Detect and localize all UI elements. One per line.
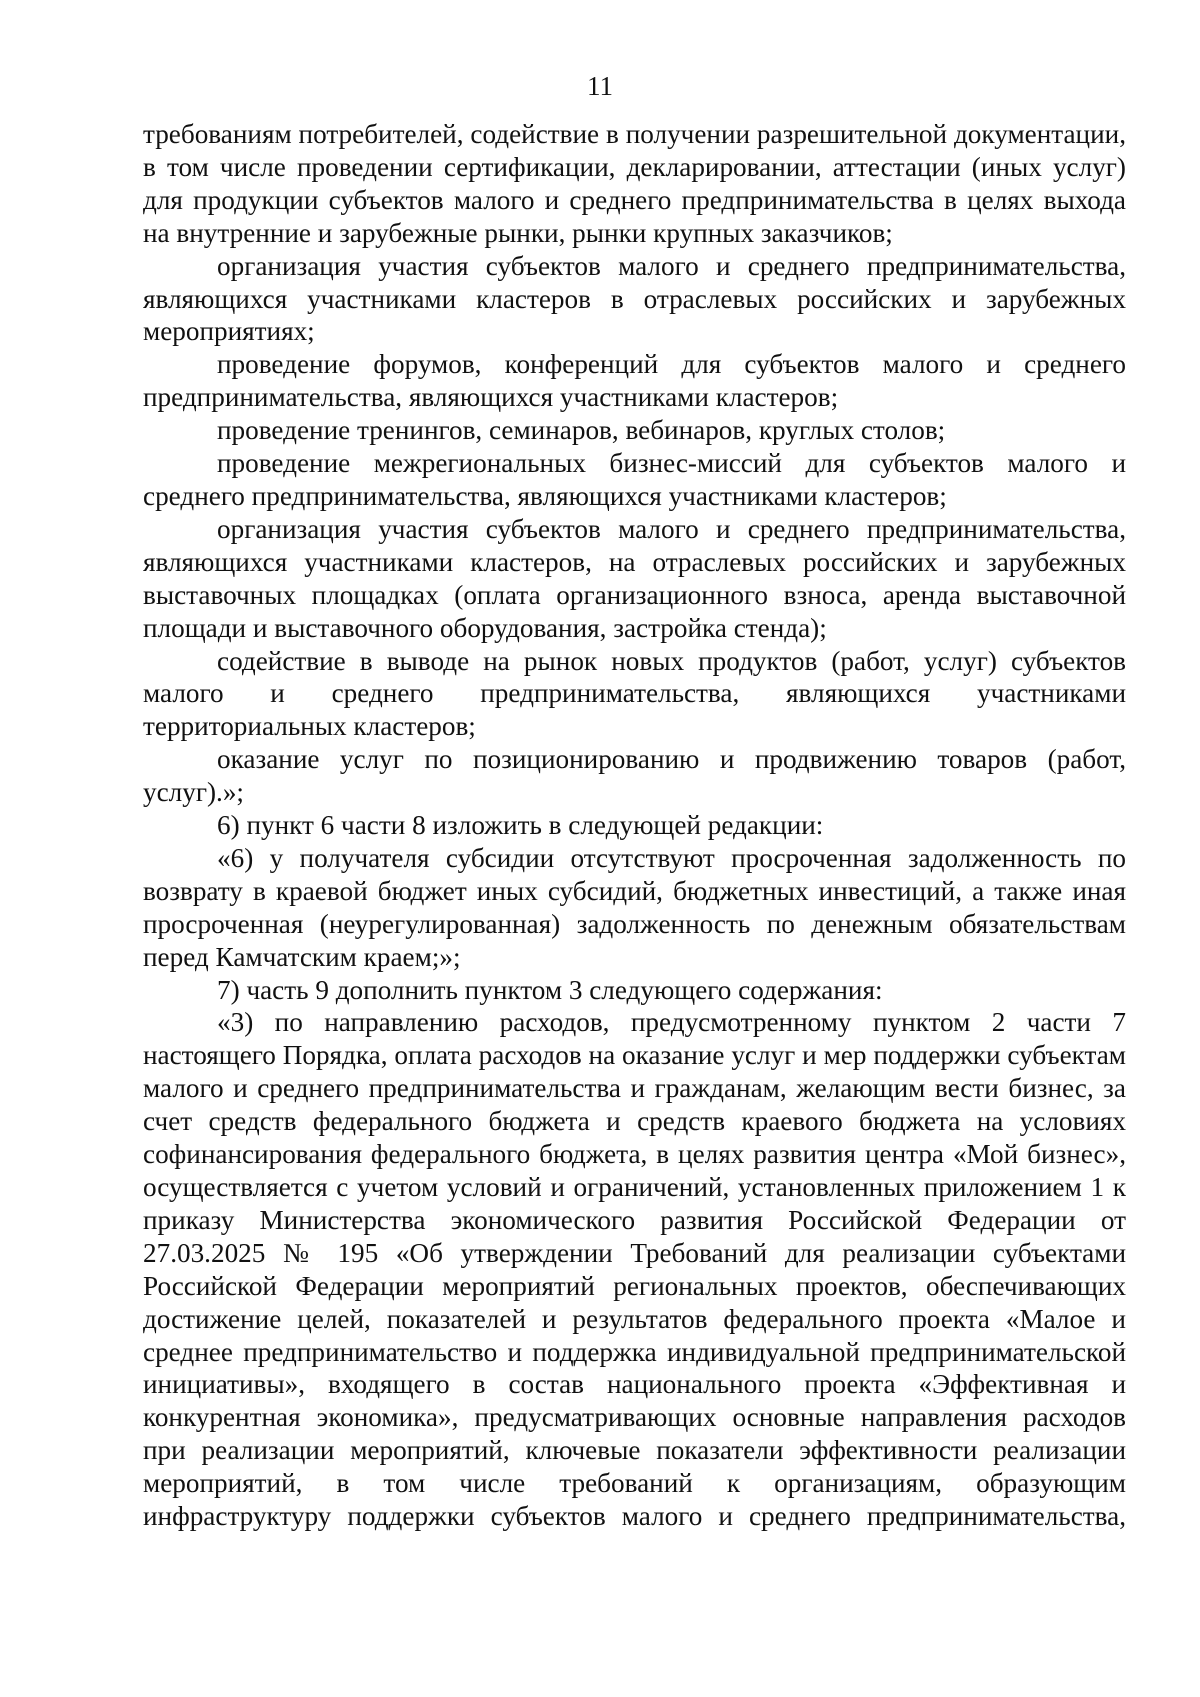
page-number: 11 bbox=[587, 71, 613, 101]
paragraph-9: 6) пункт 6 части 8 изложить в следующей редакции: bbox=[217, 810, 824, 841]
paragraph-4: проведение тренингов, семинаров, вебинаров, круглых столов; bbox=[217, 415, 946, 446]
paragraph-12: «3) по направлению расходов, предусмотренному пунктом 2 части 7 настоящего Порядка, оплата расходов на оказание услуг и мер поддержки субъектам малого и среднего предпринимательства и гражданам, желающим вести бизнес, за счет средств федерального бюджета и средств краевого бюджета на условиях софинансирования федерального бюджета, в целях развития центра «Мой бизнес», осуществляется с учетом условий и ограничений, установленных приложением 1 к приказу Министерства экономического развития Российской Федерации от 27.03.2025 № 195 «Об утверждении Требований для реализации субъектами Российской Федерации мероприятий региональных проектов, обеспечивающих достижение целей, показателей и результатов федерального проекта «Малое и среднее предпринимательство и поддержка индивидуальной предпринимательской инициативы», входящего в состав национального проекта «Эффективная и конкурентная экономика», предусматривающих основные направления расходов при реализации мероприятий, ключевые показатели эффективности реализации мероприятий, в том числе требований к организациям, образующим инфраструктуру поддержки субъектов малого и среднего предпринимательства, bbox=[143, 1007, 1126, 1532]
document-body bbox=[143, 118, 1126, 1533]
paragraph-11: 7) часть 9 дополнить пунктом 3 следующего содержания: bbox=[217, 974, 883, 1005]
paragraph-2: организация участия субъектов малого и среднего предпринимательства, являющихся участниками кластеров в отраслевых российских и зарубежных мероприятиях; bbox=[143, 250, 1126, 347]
paragraph-6: организация участия субъектов малого и среднего предпринимательства, являющихся участниками кластеров, на отраслевых российских и зарубежных выставочных площадках (оплата организационного взноса, аренда выставочной площади и выставочного оборудования, застройка стенда); bbox=[143, 513, 1126, 643]
paragraph-5: проведение межрегиональных бизнес-миссий для субъектов малого и среднего предпринимательства, являющихся участниками кластеров; bbox=[143, 448, 1126, 511]
paragraph-10: «6) у получателя субсидии отсутствуют просроченная задолженность по возврату в краевой бюджет иных субсидий, бюджетных инвестиций, а также иная просроченная (неурегулированная) задолженность по денежным обязательствам перед Камчатским краем;»; bbox=[143, 842, 1126, 972]
paragraph-1: требованиям потребителей, содействие в получении разрешительной документации, в том числе проведении сертификации, декларировании, аттестации (иных услуг) для продукции субъектов малого и среднего предпринимательства в целях выхода на внутренние и зарубежные рынки, рынки крупных заказчиков; bbox=[143, 119, 1126, 248]
paragraph-7: содействие в выводе на рынок новых продуктов (работ, услуг) субъектов малого и среднего предпринимательства, являющихся участниками территориальных кластеров; bbox=[143, 645, 1126, 742]
paragraph-3: проведение форумов, конференций для субъектов малого и среднего предпринимательства, являющихся участниками кластеров; bbox=[143, 349, 1126, 413]
paragraph-8: оказание услуг по позиционированию и продвижению товаров (работ, услуг).»; bbox=[143, 744, 1126, 808]
